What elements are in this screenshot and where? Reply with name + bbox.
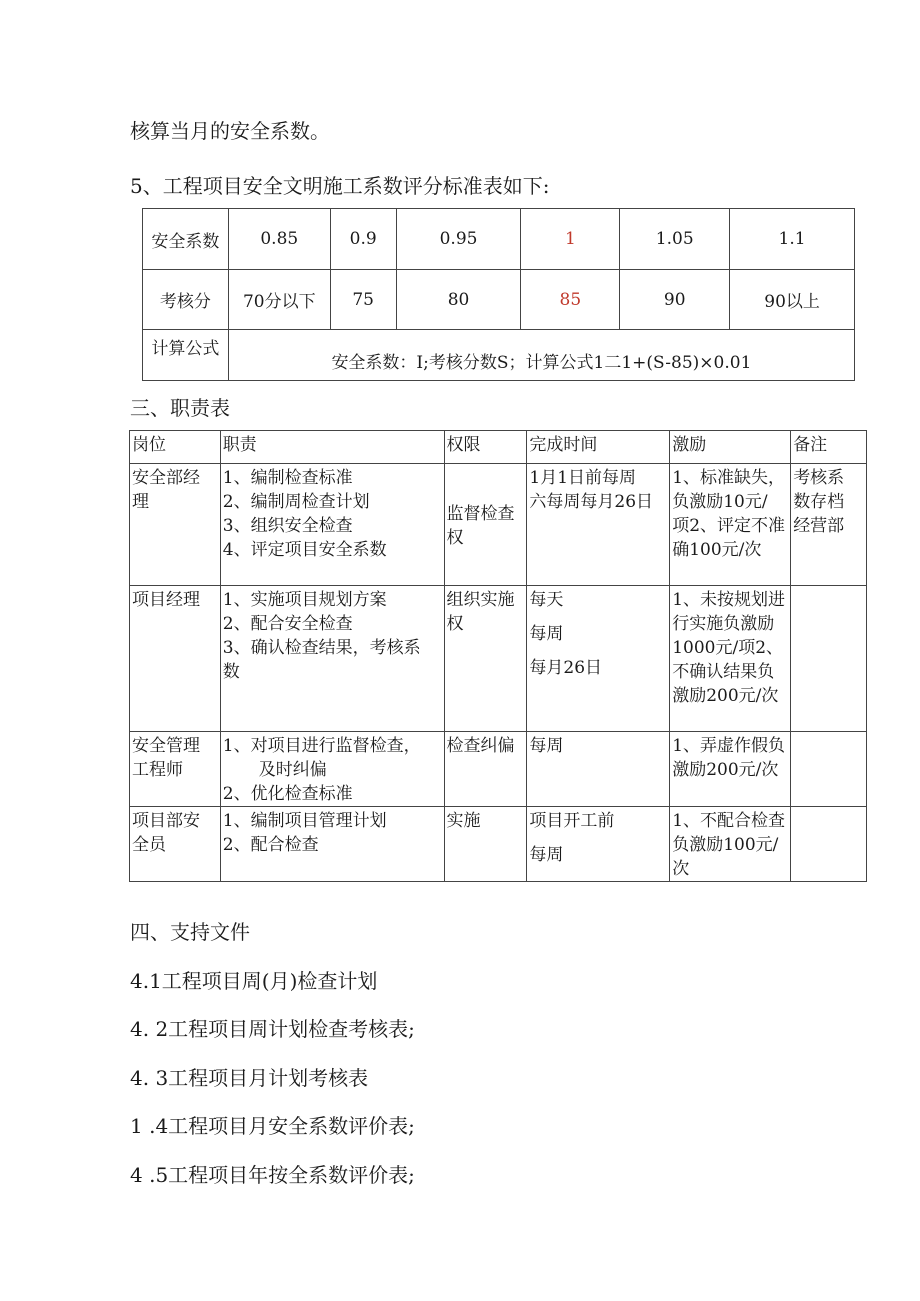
header-duties: 职责 [220,431,444,464]
position-cell: 项目部安 全员 [130,807,221,882]
support-file-item: 4. 3工程项目月计划考核表 [130,1066,369,1090]
support-file-item: 1 .4工程项目月安全系数评价表; [130,1114,415,1138]
header-incentive: 激励 [670,431,791,464]
duties-cell: 1、对项目进行监督检查， 及时纠偏 2、优化检查标准 [220,732,444,807]
section4-heading: 四、支持文件 [130,920,250,944]
coef-row-score [143,270,855,330]
section3-heading: 三、职责表 [130,396,230,420]
position-cell: 安全管理 工程师 [130,732,221,807]
duty-row-safety-manager [130,464,867,586]
duty-table [129,430,867,882]
coef-row-formula [143,330,855,381]
support-file-item: 4.1工程项目周(月)检查计划 [130,969,378,993]
duties-cell: 1、编制项目管理计划 2、配合检查 [220,807,444,882]
incentive-cell: 1、不配合检查 负激励100元/ 次 [670,807,791,882]
coef-value: 1.05 [620,209,730,270]
section5-heading: 5、工程项目安全文明施工系数评分标准表如下: [130,174,550,198]
position-cell: 项目经理 [130,586,221,732]
coef-row-safety [143,209,855,270]
safety-coefficient-table [142,208,855,381]
duties-cell: 1、实施项目规划方案 2、配合安全检查 3、确认检查结果，考核系 数 [220,586,444,732]
header-position: 岗位 [130,431,221,464]
score-value: 80 [396,270,521,330]
header-time: 完成时间 [527,431,670,464]
duty-row-project-manager [130,586,867,732]
incentive-cell: 1、未按规划进 行实施负激励 1000元/项2、 不确认结果负 激励200元/次 [670,586,791,732]
formula-text: 安全系数：I;考核分数S；计算公式1二1+(S-85)×0.01 [228,330,854,381]
coef-value: 1.1 [730,209,855,270]
coef-value: 0.9 [330,209,396,270]
incentive-cell: 1、标准缺失， 负激励10元/ 项2、评定不准 确100元/次 [670,464,791,586]
header-authority: 权限 [444,431,527,464]
authority-cell: 检查纠偏 [444,732,527,807]
duties-cell: 1、编制检查标准 2、编制周检查计划 3、组织安全检查 4、评定项目安全系数 [220,464,444,586]
authority-cell: 实施 [444,807,527,882]
header-remark: 备注 [791,431,867,464]
time-cell: 每周 [527,732,670,807]
score-value: 90以上 [730,270,855,330]
incentive-cell: 1、弄虚作假负 激励200元/次 [670,732,791,807]
score-value-highlight: 85 [521,270,620,330]
support-file-item: 4 .5工程项目年按全系数评价表; [130,1163,415,1187]
duty-row-safety-engineer [130,732,867,807]
support-file-item: 4. 2工程项目周计划检查考核表; [130,1017,415,1041]
time-cell: 1月1日前每周 六每周每月26日 [527,464,670,586]
position-cell: 安全部经 理 [130,464,221,586]
formula-row-label: 计算公式 [143,330,229,381]
score-value: 75 [330,270,396,330]
score-value: 70分以下 [228,270,330,330]
remark-cell: 考核系 数存档 经营部 [791,464,867,586]
coef-value: 0.95 [396,209,521,270]
time-cell: 每天 每周 每月26日 [527,586,670,732]
authority-cell: 组织实施 权 [444,586,527,732]
intro-line: 核算当月的安全系数。 [130,119,330,143]
time-cell: 项目开工前 每周 [527,807,670,882]
remark-cell [791,732,867,807]
score-row-label: 考核分 [143,270,229,330]
coef-row-label: 安全系数 [143,209,229,270]
coef-value-highlight: 1 [521,209,620,270]
duty-header-row [130,431,867,464]
remark-cell [791,807,867,882]
duty-row-project-safety-officer [130,807,867,882]
remark-cell [791,586,867,732]
authority-cell: 监督检查 权 [444,464,527,586]
coef-value: 0.85 [228,209,330,270]
score-value: 90 [620,270,730,330]
